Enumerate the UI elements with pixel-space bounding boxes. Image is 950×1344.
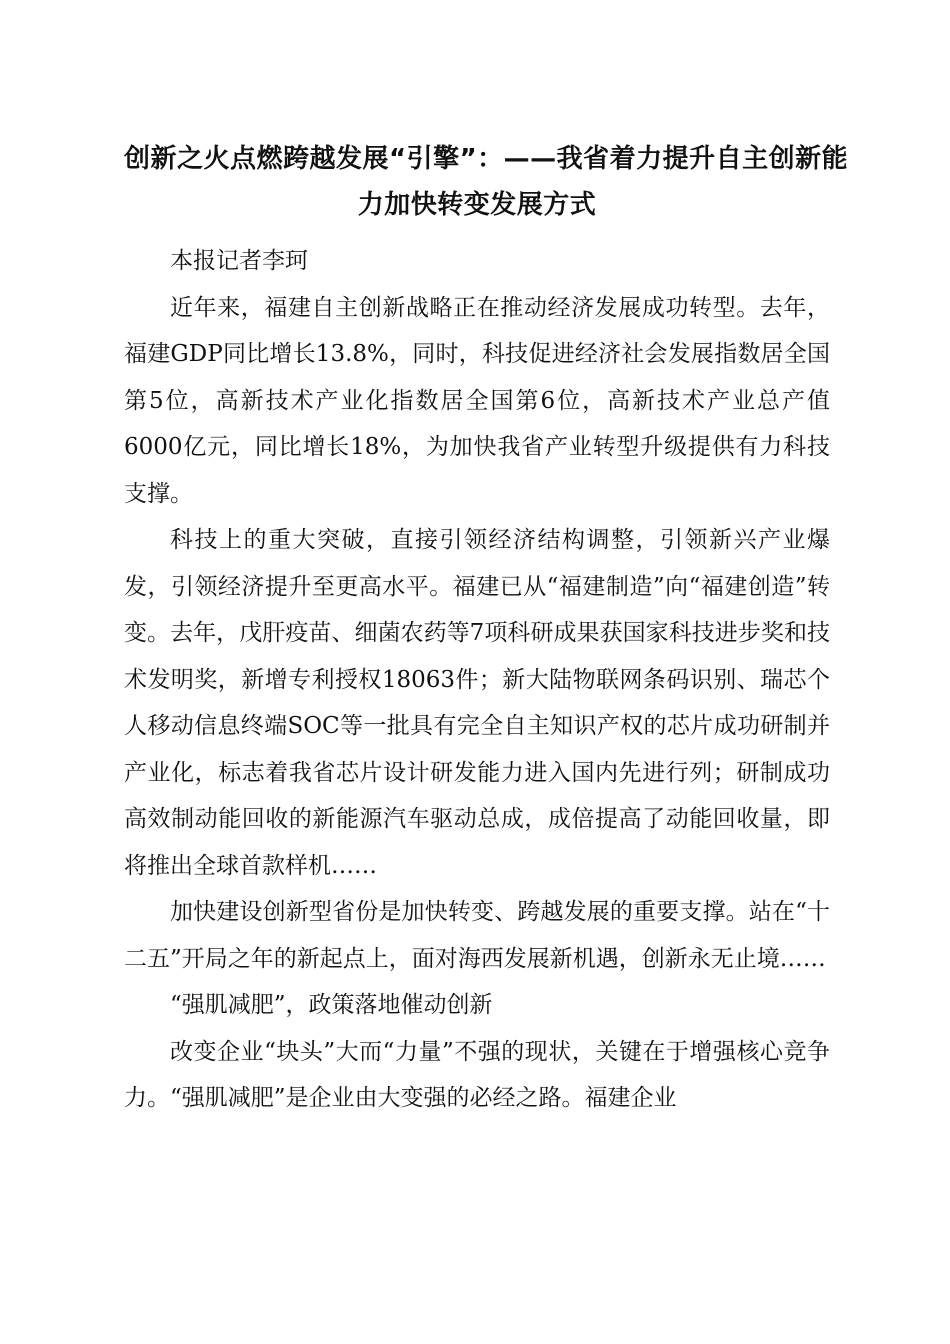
paragraph-4: 改变企业“块头”大而“力量”不强的现状，关键在于增强核心竞争力。“强肌减肥”是企业由大变强的必经之路。福建企业 xyxy=(124,1038,830,1111)
article-byline: 本报记者李珂 xyxy=(170,248,308,274)
article-body xyxy=(124,136,849,1122)
paragraph-2: 科技上的重大突破，直接引领经济结构调整，引领新兴产业爆发，引领经济提升至更高水平。福建已从“福建制造”向“福建创造”转变。去年，戊肝疫苗、细菌农药等7项科研成果获国家科技进步奖和技术发明奖，新增专利授权18063件；新大陆物联网条码识别、瑞芯个人移动信息终端SOC等一批具有完全自主知识产权的芯片成功研制并产业化，标志着我省芯片设计研发能力进入国内先进行列；研制成功高效制动能回收的新能源汽车驱动总成，成倍提高了动能回收量，即将推出全球首款样机…… xyxy=(124,527,830,879)
article-title-line-1: 创新之火点燃跨越发展“引擎”：——我省着力提升自主创新能 xyxy=(124,144,849,174)
article-title xyxy=(124,136,849,228)
paragraph-1: 近年来，福建自主创新战略正在推动经济发展成功转型。去年，福建GDP同比增长13.8%，同时，科技促进经济社会发展指数居全国第5位，高新技术产业化指数居全国第6位，高新技术产业总产值6000亿元，同比增长18%，为加快我省产业转型升级提供有力科技支撑。 xyxy=(124,294,830,507)
paragraph-3: 加快建设创新型省份是加快转变、跨越发展的重要支撑。站在“十二五”开局之年的新起点上，面对海西发展新机遇，创新永无止境…… xyxy=(124,899,830,972)
section-subheading: “强肌减肥”，政策落地催动创新 xyxy=(170,992,493,1018)
article-title-line-2: 力加快转变发展方式 xyxy=(357,190,597,220)
